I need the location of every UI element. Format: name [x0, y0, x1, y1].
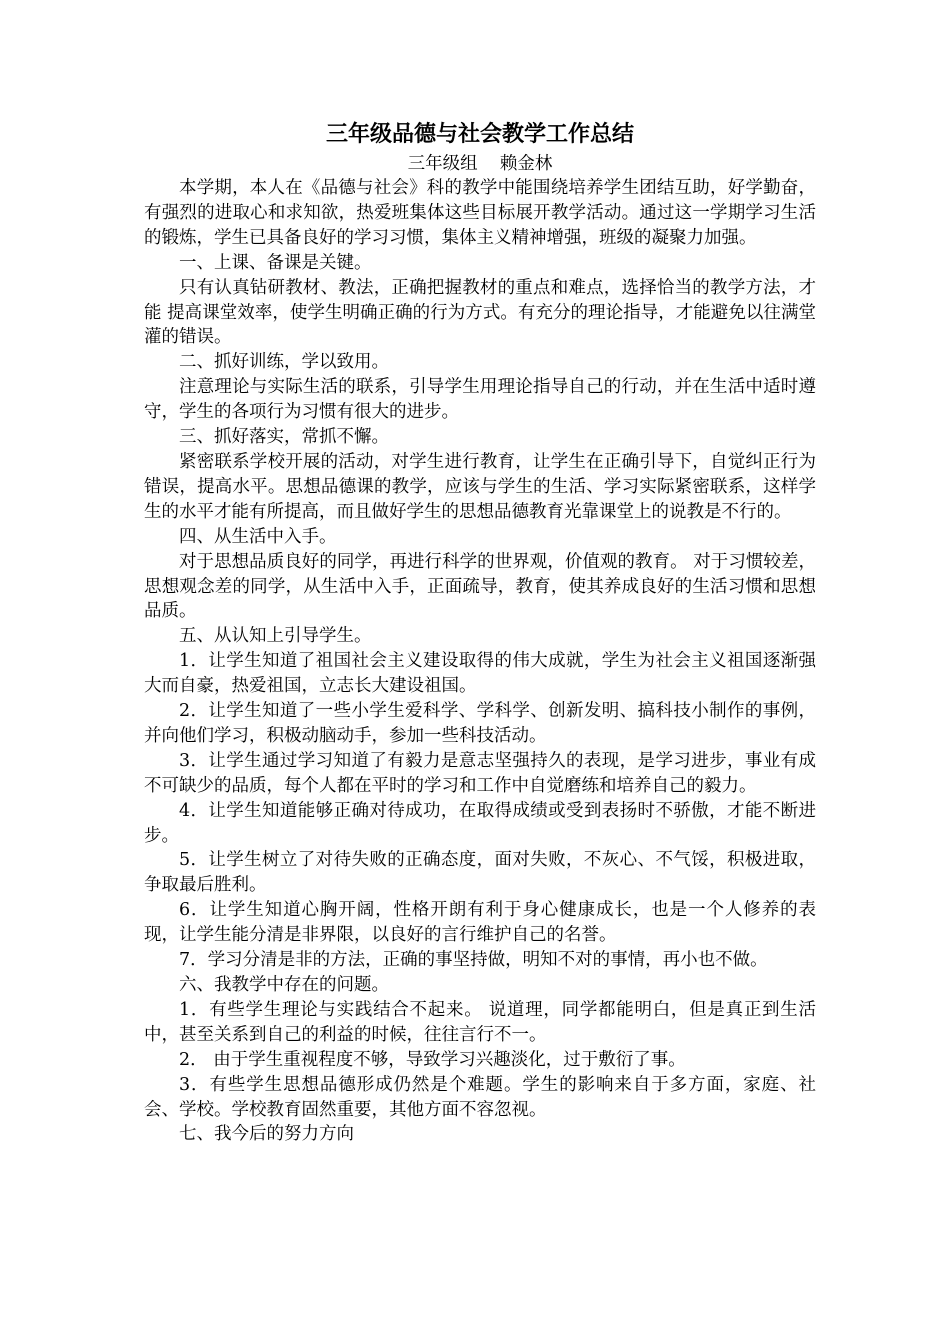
paragraph: 2．让学生知道了一些小学生爱科学、学科学、创新发明、搞科技小制作的事例，并向他们学习，积极动脑动手，参加一些科技活动。: [144, 701, 816, 746]
paragraph: 6．让学生知道心胸开阔，性格开朗有利于身心健康成长，也是一个人修养的表现，让学生能分清是非界限，以良好的言行维护自己的名誉。: [144, 900, 816, 946]
paragraph: 紧密联系学校开展的活动，对学生进行教育，让学生在正确引导下，自觉纠正行为错误，提高水平。思想品德课的教学，应该与学生的生活、学习实际紧密联系，这样学生的水平才能有所提高，而且做好学生的思想品德教育光靠课堂上的说教是不行的。: [144, 451, 816, 522]
paragraph: 一、上课、备课是关键。: [179, 252, 372, 273]
document-author: 三年级组 赖金林: [407, 154, 553, 174]
paragraph: 1．让学生知道了祖国社会主义建设取得的伟大成就，学生为社会主义祖国逐渐强大而自豪，热爱祖国，立志长大建设祖国。: [144, 651, 816, 697]
paragraph: 只有认真钻研教材、教法，正确把握教材的重点和难点，选择恰当的教学方法，才能 提高课堂效率，使学生明确正确的行为方式。有充分的理论指导，才能避免以往满堂灌的错误。: [144, 277, 816, 348]
paragraph: 二、抓好训练，学以致用。: [179, 352, 389, 373]
paragraph: 3．让学生通过学习知道了有毅力是意志坚强持久的表现，是学习进步，事业有成不可缺少的品质，每个人都在平时的学习和工作中自觉磨练和培养自己的毅力。: [144, 750, 816, 796]
paragraph: 六、我教学中存在的问题。: [179, 975, 389, 995]
paragraph: 4．让学生知道能够正确对待成功，在取得成绩或受到表扬时不骄傲，才能不断进步。: [144, 800, 816, 846]
paragraph: 注意理论与实际生活的联系，引导学生用理论指导自己的行动，并在生活中适时遵守，学生的各项行为习惯有很大的进步。: [144, 377, 816, 423]
paragraph: 1．有些学生理论与实践结合不起来。 说道理，同学都能明白，但是真正到生活中，甚至关系到自己的利益的时候，往往言行不一。: [144, 999, 816, 1045]
paragraph: 四、从生活中入手。: [179, 526, 337, 547]
document-page: [144, 118, 816, 1147]
paragraph: 7．学习分清是非的方法，正确的事坚持做，明知不对的事情，再小也不做。: [179, 950, 768, 971]
paragraph: 对于思想品质良好的同学，再进行科学的世界观，价值观的教育。 对于习惯较差，思想观念差的同学，从生活中入手，正面疏导，教育，使其养成良好的生活习惯和思想品质。: [144, 551, 816, 622]
paragraph: 七、我今后的努力方向: [179, 1124, 354, 1145]
document-title: 三年级品德与社会教学工作总结: [325, 122, 634, 147]
paragraph: 5．让学生树立了对待失败的正确态度，面对失败，不灰心、不气馁，积极进取，争取最后胜利。: [144, 850, 816, 896]
document-body: [144, 176, 816, 1147]
paragraph: 3．有些学生思想品德形成仍然是个难题。学生的影响来自于多方面，家庭、社会、学校。学校教育固然重要，其他方面不容忽视。: [144, 1074, 816, 1120]
paragraph: 五、从认知上引导学生。: [179, 626, 372, 647]
paragraph: 本学期，本人在《品德与社会》科的教学中能围绕培养学生团结互助，好学勤奋，有强烈的进取心和求知欲，热爱班集体这些目标展开教学活动。通过这一学期学习生活的锻炼，学生已具备良好的学习习惯，集体主义精神增强，班级的凝聚力加强。: [144, 178, 816, 248]
paragraph: 三、抓好落实，常抓不懈。: [179, 427, 389, 448]
paragraph: 2． 由于学生重视程度不够，导致学习兴趣淡化，过于敷衍了事。: [179, 1049, 686, 1070]
